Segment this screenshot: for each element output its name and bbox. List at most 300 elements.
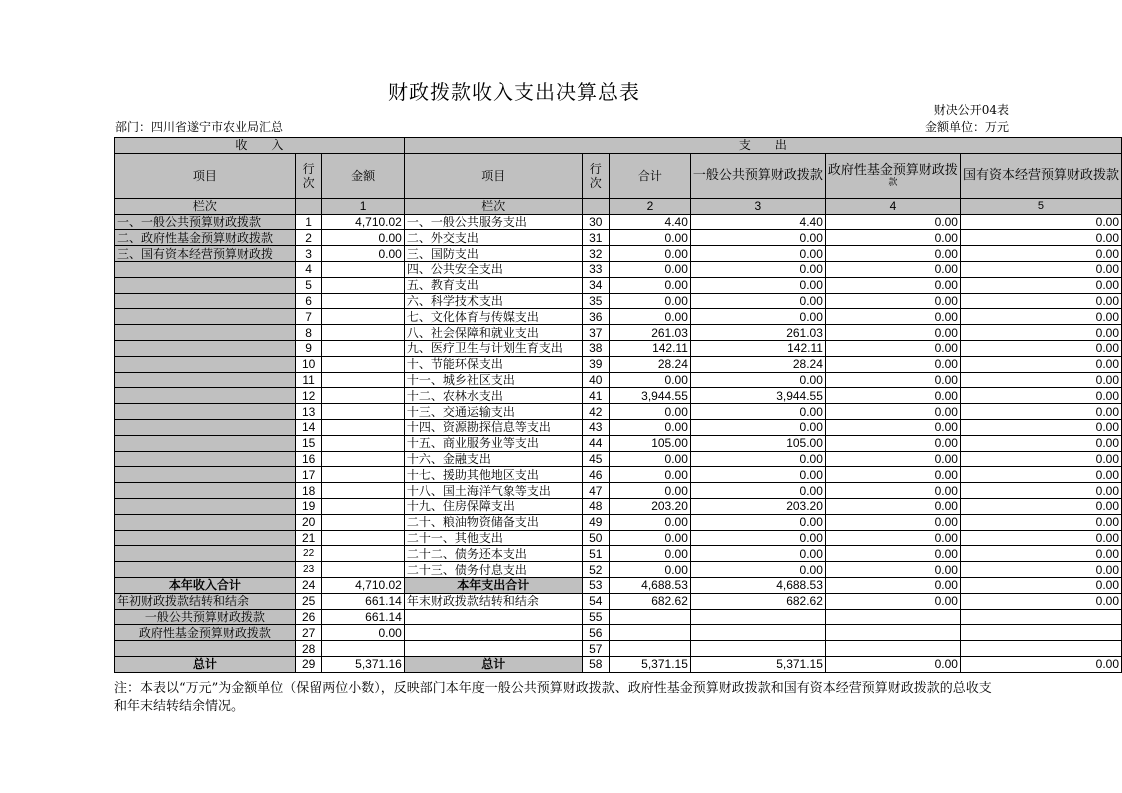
table-row — [115, 546, 1122, 562]
income-row-number: 4 — [295, 261, 321, 277]
gov-fund-amount: 0.00 — [825, 214, 960, 230]
expense-total: 0.00 — [609, 451, 690, 467]
state-capital-amount: 0.00 — [960, 419, 1121, 435]
footnote: 注：本表以“万元”为金额单位（保留两位小数），反映部门本年度一般公共预算财政拨款、政府性基金预算财政拨款和国有资本经营预算财政拨款的总收支和年末结转结余情况。 — [114, 681, 992, 714]
income-row-number: 29 — [295, 656, 321, 672]
income-row-number: 3 — [295, 246, 321, 262]
expense-total: 3,944.55 — [609, 388, 690, 404]
income-row-number: 28 — [295, 641, 321, 657]
income-row-number: 25 — [295, 593, 321, 609]
gov-fund-amount: 0.00 — [825, 656, 960, 672]
gov-fund-amount: 0.00 — [825, 246, 960, 262]
col-blank — [295, 198, 321, 214]
general-budget-amount: 0.00 — [690, 277, 825, 293]
income-item — [115, 451, 296, 467]
gov-fund-amount: 0.00 — [825, 577, 960, 593]
income-row-number: 24 — [295, 577, 321, 593]
state-capital-header: 国有资本经营预算财政拨款 — [960, 153, 1121, 198]
state-capital-amount: 0.00 — [960, 577, 1121, 593]
state-capital-amount: 0.00 — [960, 230, 1121, 246]
expense-total: 0.00 — [609, 530, 690, 546]
state-capital-amount: 0.00 — [960, 277, 1121, 293]
expense-row-number: 48 — [582, 498, 609, 514]
general-budget-amount: 0.00 — [690, 309, 825, 325]
gov-fund-header — [825, 153, 960, 198]
income-amount — [322, 372, 405, 388]
income-row-number: 9 — [295, 340, 321, 356]
expense-row-number: 44 — [582, 435, 609, 451]
expense-item: 二十三、债务付息支出 — [404, 562, 582, 578]
gov-fund-amount: 0.00 — [825, 388, 960, 404]
general-budget-amount: 682.62 — [690, 593, 825, 609]
expense-row-number: 45 — [582, 451, 609, 467]
income-amount: 0.00 — [322, 625, 405, 641]
col-number-5: 5 — [960, 198, 1121, 214]
expense-item: 二十二、债务还本支出 — [404, 546, 582, 562]
state-capital-amount: 0.00 — [960, 562, 1121, 578]
gov-fund-amount: 0.00 — [825, 356, 960, 372]
total-header: 合计 — [609, 153, 690, 198]
gov-fund-amount: 0.00 — [825, 498, 960, 514]
expense-item: 二、外交支出 — [404, 230, 582, 246]
expense-row-number: 54 — [582, 593, 609, 609]
expense-item: 六、科学技术支出 — [404, 293, 582, 309]
expense-row-number: 51 — [582, 546, 609, 562]
general-budget-amount: 4.40 — [690, 214, 825, 230]
expense-total: 203.20 — [609, 498, 690, 514]
income-item — [115, 325, 296, 341]
general-budget-amount: 0.00 — [690, 246, 825, 262]
income-amount — [322, 514, 405, 530]
table-row — [115, 514, 1122, 530]
table-row — [115, 577, 1122, 593]
gov-fund-amount: 0.00 — [825, 372, 960, 388]
income-amount — [322, 340, 405, 356]
expense-total: 0.00 — [609, 562, 690, 578]
table-row — [115, 277, 1122, 293]
income-row-number: 1 — [295, 214, 321, 230]
table-row — [115, 356, 1122, 372]
expense-item: 九、医疗卫生与计划生育支出 — [404, 340, 582, 356]
col-number-1: 1 — [322, 198, 405, 214]
state-capital-amount: 0.00 — [960, 214, 1121, 230]
expense-total — [609, 641, 690, 657]
expense-row-number: 38 — [582, 340, 609, 356]
gov-fund-amount: 0.00 — [825, 546, 960, 562]
state-capital-amount: 0.00 — [960, 404, 1121, 420]
gov-fund-amount: 0.00 — [825, 325, 960, 341]
income-amount — [322, 293, 405, 309]
income-amount — [322, 261, 405, 277]
state-capital-amount — [960, 609, 1121, 625]
expense-item — [404, 641, 582, 657]
table-row — [115, 625, 1122, 641]
general-budget-amount: 5,371.15 — [690, 656, 825, 672]
income-row-number: 7 — [295, 309, 321, 325]
gov-fund-amount: 0.00 — [825, 261, 960, 277]
expense-total: 0.00 — [609, 309, 690, 325]
table-row — [115, 562, 1122, 578]
expense-item-header: 项目 — [404, 153, 582, 198]
table-row — [115, 419, 1122, 435]
income-amount: 661.14 — [322, 609, 405, 625]
expense-row-number: 50 — [582, 530, 609, 546]
expense-section-header: 支 出 — [404, 138, 1121, 154]
income-item: 政府性基金预算财政拨款 — [115, 625, 296, 641]
income-row-number: 26 — [295, 609, 321, 625]
income-amount: 0.00 — [322, 246, 405, 262]
table-row — [115, 656, 1122, 672]
state-capital-amount: 0.00 — [960, 593, 1121, 609]
income-amount: 5,371.16 — [322, 656, 405, 672]
col-number-3: 3 — [690, 198, 825, 214]
income-row-number: 13 — [295, 404, 321, 420]
column-header-row — [115, 153, 1122, 198]
income-item: 本年收入合计 — [115, 577, 296, 593]
general-budget-header: 一般公共预算财政拨款 — [690, 153, 825, 198]
expense-total: 0.00 — [609, 514, 690, 530]
expense-total: 0.00 — [609, 419, 690, 435]
income-row-number: 19 — [295, 498, 321, 514]
expense-item: 八、社会保障和就业支出 — [404, 325, 582, 341]
general-budget-amount — [690, 641, 825, 657]
general-budget-amount: 0.00 — [690, 451, 825, 467]
expense-item: 本年支出合计 — [404, 577, 582, 593]
gov-fund-header-small: 款 — [888, 178, 898, 189]
income-item — [115, 546, 296, 562]
expense-row-number: 49 — [582, 514, 609, 530]
income-row-number: 23 — [295, 562, 321, 578]
expense-item: 五、教育支出 — [404, 277, 582, 293]
table-row — [115, 451, 1122, 467]
expense-item — [404, 609, 582, 625]
expense-item: 七、文化体育与传媒支出 — [404, 309, 582, 325]
col-number-2: 2 — [609, 198, 690, 214]
state-capital-amount: 0.00 — [960, 656, 1121, 672]
income-row-number: 27 — [295, 625, 321, 641]
table-row — [115, 530, 1122, 546]
income-item — [115, 372, 296, 388]
gov-fund-amount: 0.00 — [825, 309, 960, 325]
expense-total: 0.00 — [609, 261, 690, 277]
expense-row-number: 31 — [582, 230, 609, 246]
income-amount: 661.14 — [322, 593, 405, 609]
expense-total: 0.00 — [609, 404, 690, 420]
expense-total: 0.00 — [609, 483, 690, 499]
general-budget-amount: 0.00 — [690, 261, 825, 277]
income-item — [115, 419, 296, 435]
gov-fund-amount: 0.00 — [825, 404, 960, 420]
income-item — [115, 356, 296, 372]
income-item: 总计 — [115, 656, 296, 672]
expense-total: 142.11 — [609, 340, 690, 356]
gov-fund-amount: 0.00 — [825, 483, 960, 499]
income-item — [115, 641, 296, 657]
expense-total: 105.00 — [609, 435, 690, 451]
general-budget-amount: 0.00 — [690, 230, 825, 246]
income-item — [115, 483, 296, 499]
gov-fund-amount: 0.00 — [825, 340, 960, 356]
income-row-number: 22 — [295, 546, 321, 562]
general-budget-amount: 0.00 — [690, 293, 825, 309]
general-budget-amount: 261.03 — [690, 325, 825, 341]
income-row-number: 10 — [295, 356, 321, 372]
col-label-expense: 栏次 — [404, 198, 582, 214]
expense-total: 261.03 — [609, 325, 690, 341]
expense-item: 十七、援助其他地区支出 — [404, 467, 582, 483]
income-item — [115, 530, 296, 546]
state-capital-amount: 0.00 — [960, 293, 1121, 309]
gov-fund-amount: 0.00 — [825, 467, 960, 483]
expense-row-number: 52 — [582, 562, 609, 578]
gov-fund-amount: 0.00 — [825, 593, 960, 609]
gov-fund-amount: 0.00 — [825, 419, 960, 435]
table-row — [115, 372, 1122, 388]
table-row — [115, 609, 1122, 625]
income-item — [115, 293, 296, 309]
unit-label: 金额单位：万元 — [924, 120, 1009, 134]
general-budget-amount: 4,688.53 — [690, 577, 825, 593]
income-row-number: 2 — [295, 230, 321, 246]
general-budget-amount: 142.11 — [690, 340, 825, 356]
table-row — [115, 498, 1122, 514]
expense-total: 682.62 — [609, 593, 690, 609]
expense-total: 0.00 — [609, 372, 690, 388]
expense-item — [404, 625, 582, 641]
general-budget-amount: 3,944.55 — [690, 388, 825, 404]
expense-total — [609, 609, 690, 625]
state-capital-amount: 0.00 — [960, 483, 1121, 499]
gov-fund-amount — [825, 625, 960, 641]
state-capital-amount: 0.00 — [960, 372, 1121, 388]
income-item: 一、一般公共预算财政拨款 — [115, 214, 296, 230]
income-item — [115, 404, 296, 420]
expense-item: 十八、国土海洋气象等支出 — [404, 483, 582, 499]
table-row — [115, 404, 1122, 420]
col-label-income: 栏次 — [115, 198, 296, 214]
gov-fund-amount: 0.00 — [825, 562, 960, 578]
expense-row-number: 37 — [582, 325, 609, 341]
gov-fund-amount: 0.00 — [825, 514, 960, 530]
expense-item: 十五、商业服务业等支出 — [404, 435, 582, 451]
expense-item: 二十一、其他支出 — [404, 530, 582, 546]
income-amount-header: 金额 — [322, 153, 405, 198]
expense-row-number: 33 — [582, 261, 609, 277]
expense-total: 0.00 — [609, 546, 690, 562]
state-capital-amount: 0.00 — [960, 356, 1121, 372]
income-item-header: 项目 — [115, 153, 296, 198]
income-amount — [322, 325, 405, 341]
income-amount — [322, 388, 405, 404]
income-row-number: 20 — [295, 514, 321, 530]
expense-item: 十九、住房保障支出 — [404, 498, 582, 514]
expense-row-number: 56 — [582, 625, 609, 641]
general-budget-amount — [690, 625, 825, 641]
table-row — [115, 293, 1122, 309]
table-row — [115, 214, 1122, 230]
state-capital-amount: 0.00 — [960, 514, 1121, 530]
table-code: 财决公开04表 — [933, 103, 1009, 117]
gov-fund-amount — [825, 609, 960, 625]
income-item — [115, 261, 296, 277]
table-row — [115, 246, 1122, 262]
state-capital-amount: 0.00 — [960, 340, 1121, 356]
general-budget-amount: 0.00 — [690, 530, 825, 546]
expense-item: 十、节能环保支出 — [404, 356, 582, 372]
income-item — [115, 388, 296, 404]
table-row — [115, 388, 1122, 404]
state-capital-amount: 0.00 — [960, 246, 1121, 262]
state-capital-amount: 0.00 — [960, 325, 1121, 341]
expense-row-number: 35 — [582, 293, 609, 309]
gov-fund-header-text: 政府性基金预算财政拨 — [827, 163, 958, 179]
gov-fund-amount — [825, 641, 960, 657]
income-amount — [322, 451, 405, 467]
table-row — [115, 435, 1122, 451]
state-capital-amount: 0.00 — [960, 530, 1121, 546]
expense-total: 4,688.53 — [609, 577, 690, 593]
income-amount: 4,710.02 — [322, 214, 405, 230]
income-item — [115, 562, 296, 578]
table-row — [115, 230, 1122, 246]
table-row — [115, 483, 1122, 499]
income-amount — [322, 562, 405, 578]
income-row-number: 16 — [295, 451, 321, 467]
state-capital-amount — [960, 625, 1121, 641]
state-capital-amount: 0.00 — [960, 435, 1121, 451]
expense-total: 4.40 — [609, 214, 690, 230]
expense-total: 0.00 — [609, 230, 690, 246]
general-budget-amount — [690, 609, 825, 625]
income-item — [115, 435, 296, 451]
state-capital-amount: 0.00 — [960, 546, 1121, 562]
general-budget-amount: 0.00 — [690, 546, 825, 562]
state-capital-amount: 0.00 — [960, 467, 1121, 483]
income-amount — [322, 277, 405, 293]
expense-row-number: 46 — [582, 467, 609, 483]
income-amount — [322, 546, 405, 562]
income-row-number: 17 — [295, 467, 321, 483]
income-row-number: 14 — [295, 419, 321, 435]
expense-total: 0.00 — [609, 277, 690, 293]
expense-total: 0.00 — [609, 246, 690, 262]
table-row — [115, 325, 1122, 341]
expense-total: 0.00 — [609, 467, 690, 483]
expense-row-number: 39 — [582, 356, 609, 372]
income-row-number: 8 — [295, 325, 321, 341]
expense-item: 一、一般公共服务支出 — [404, 214, 582, 230]
gov-fund-amount: 0.00 — [825, 230, 960, 246]
general-budget-amount: 203.20 — [690, 498, 825, 514]
expense-item: 十二、农林水支出 — [404, 388, 582, 404]
income-item: 三、国有资本经营预算财政拨 — [115, 246, 296, 262]
income-amount — [322, 435, 405, 451]
general-budget-amount: 0.00 — [690, 483, 825, 499]
income-amount — [322, 404, 405, 420]
expense-row-number: 32 — [582, 246, 609, 262]
expense-total: 5,371.15 — [609, 656, 690, 672]
income-amount: 0.00 — [322, 230, 405, 246]
income-amount — [322, 419, 405, 435]
income-item — [115, 340, 296, 356]
table-row — [115, 309, 1122, 325]
income-row-number: 18 — [295, 483, 321, 499]
state-capital-amount: 0.00 — [960, 309, 1121, 325]
income-item — [115, 467, 296, 483]
state-capital-amount — [960, 641, 1121, 657]
income-row-number: 5 — [295, 277, 321, 293]
expense-row-number: 43 — [582, 419, 609, 435]
expense-row-number: 41 — [582, 388, 609, 404]
state-capital-amount: 0.00 — [960, 498, 1121, 514]
budget-table — [114, 137, 1122, 673]
income-amount — [322, 467, 405, 483]
income-amount — [322, 356, 405, 372]
general-budget-amount: 0.00 — [690, 372, 825, 388]
gov-fund-amount: 0.00 — [825, 293, 960, 309]
expense-item: 总计 — [404, 656, 582, 672]
expense-row-number: 34 — [582, 277, 609, 293]
expense-item: 四、公共安全支出 — [404, 261, 582, 277]
state-capital-amount: 0.00 — [960, 388, 1121, 404]
expense-item: 十六、金融支出 — [404, 451, 582, 467]
expense-total — [609, 625, 690, 641]
col-blank — [582, 198, 609, 214]
expense-row-number: 57 — [582, 641, 609, 657]
general-budget-amount: 0.00 — [690, 404, 825, 420]
state-capital-amount: 0.00 — [960, 261, 1121, 277]
col-number-4: 4 — [825, 198, 960, 214]
income-item — [115, 514, 296, 530]
table-row — [115, 641, 1122, 657]
expense-row-number: 58 — [582, 656, 609, 672]
expense-item: 十三、交通运输支出 — [404, 404, 582, 420]
expense-item: 二十、粮油物资储备支出 — [404, 514, 582, 530]
income-item: 一般公共预算财政拨款 — [115, 609, 296, 625]
expense-item: 十一、城乡社区支出 — [404, 372, 582, 388]
income-amount — [322, 530, 405, 546]
table-row — [115, 340, 1122, 356]
table-row — [115, 261, 1122, 277]
expense-row-number: 36 — [582, 309, 609, 325]
income-amount — [322, 641, 405, 657]
income-amount — [322, 309, 405, 325]
income-amount — [322, 498, 405, 514]
income-rowno-header: 行次 — [295, 153, 321, 198]
income-amount — [322, 483, 405, 499]
expense-item: 十四、资源勘探信息等支出 — [404, 419, 582, 435]
general-budget-amount: 0.00 — [690, 514, 825, 530]
income-item — [115, 498, 296, 514]
general-budget-amount: 105.00 — [690, 435, 825, 451]
general-budget-amount: 0.00 — [690, 467, 825, 483]
gov-fund-amount: 0.00 — [825, 530, 960, 546]
table-row — [115, 593, 1122, 609]
column-number-row — [115, 198, 1122, 214]
expense-row-number: 55 — [582, 609, 609, 625]
income-item: 二、政府性基金预算财政拨款 — [115, 230, 296, 246]
expense-item: 三、国防支出 — [404, 246, 582, 262]
gov-fund-amount: 0.00 — [825, 451, 960, 467]
report-title: 财政拨款收入支出决算总表 — [388, 80, 640, 104]
general-budget-amount: 0.00 — [690, 562, 825, 578]
income-row-number: 6 — [295, 293, 321, 309]
expense-total: 28.24 — [609, 356, 690, 372]
section-header-row — [115, 138, 1122, 154]
income-row-number: 21 — [295, 530, 321, 546]
income-section-header: 收 入 — [115, 138, 405, 154]
income-row-number: 12 — [295, 388, 321, 404]
